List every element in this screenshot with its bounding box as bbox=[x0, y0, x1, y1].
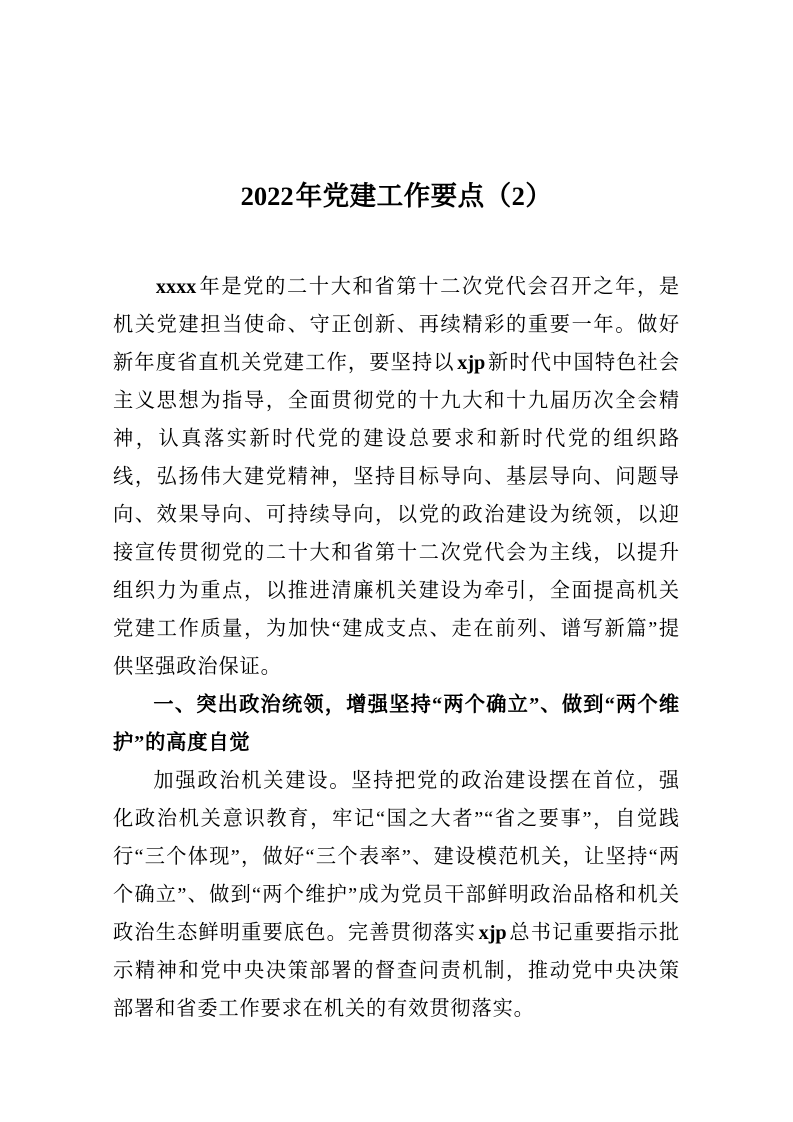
paragraph-intro-text-part2: 新时代中国特色社会主义思想为指导，全面贯彻党的十九大和十九届历次全会精神，认真落实新时代党的建设总要求和新时代党的组织路线，弘扬伟大建党精神，坚持目标导向、基层导向、问题导向、效果导向、可持续导向，以党的政治建设为统领，以迎接宣传贯彻党的二十大和省第十二次党代会为主线，以提升组织力为重点，以推进清廉机关建设为牵引，全面提高机关党建工作质量，为加快“建成支点、走在前列、谱写新篇”提供坚强政治保证。 bbox=[113, 352, 680, 678]
paragraph-intro-inline-latin: xjp bbox=[457, 352, 486, 374]
page-title-main: 年党建工作要点（2） bbox=[295, 181, 553, 211]
page-title bbox=[113, 176, 680, 216]
paragraph-section-1-inline-latin: xjp bbox=[478, 922, 507, 944]
paragraph-section-1-text-part1: 加强政治机关建设。坚持把党的政治建设摆在首位，强化政治机关意识教育，牢记“国之大者”“省之要事”，自觉践行“三个体现”，做好“三个表率”、建设模范机关，让坚持“两个确立”、做到“两个维护”成为党员干部鲜明政治品格和机关政治生态鲜明重要底色。完善贯彻落实 bbox=[113, 770, 680, 944]
title-spacer bbox=[113, 216, 680, 268]
paragraph-intro bbox=[113, 268, 680, 686]
document-content bbox=[113, 176, 680, 1028]
page-title-year: 2022 bbox=[240, 181, 294, 211]
paragraph-section-1-body bbox=[113, 762, 680, 1028]
paragraph-intro-lead-latin: xxxx bbox=[155, 276, 197, 298]
paragraph-intro-text-part1: 年是党的二十大和省第十二次党代会召开之年，是机关党建担当使命、守正创新、再续精彩的重要一年。做好新年度省直机关党建工作，要坚持以 bbox=[113, 276, 680, 374]
paragraph-section-1-text-part2: 总书记重要指示批示精神和党中央决策部署的督查问责机制，推动党中央决策部署和省委工作要求在机关的有效贯彻落实。 bbox=[113, 922, 681, 1020]
section-heading-1: 一、突出政治统领，增强坚持“两个确立”、做到“两个维护”的高度自觉 bbox=[113, 694, 680, 754]
